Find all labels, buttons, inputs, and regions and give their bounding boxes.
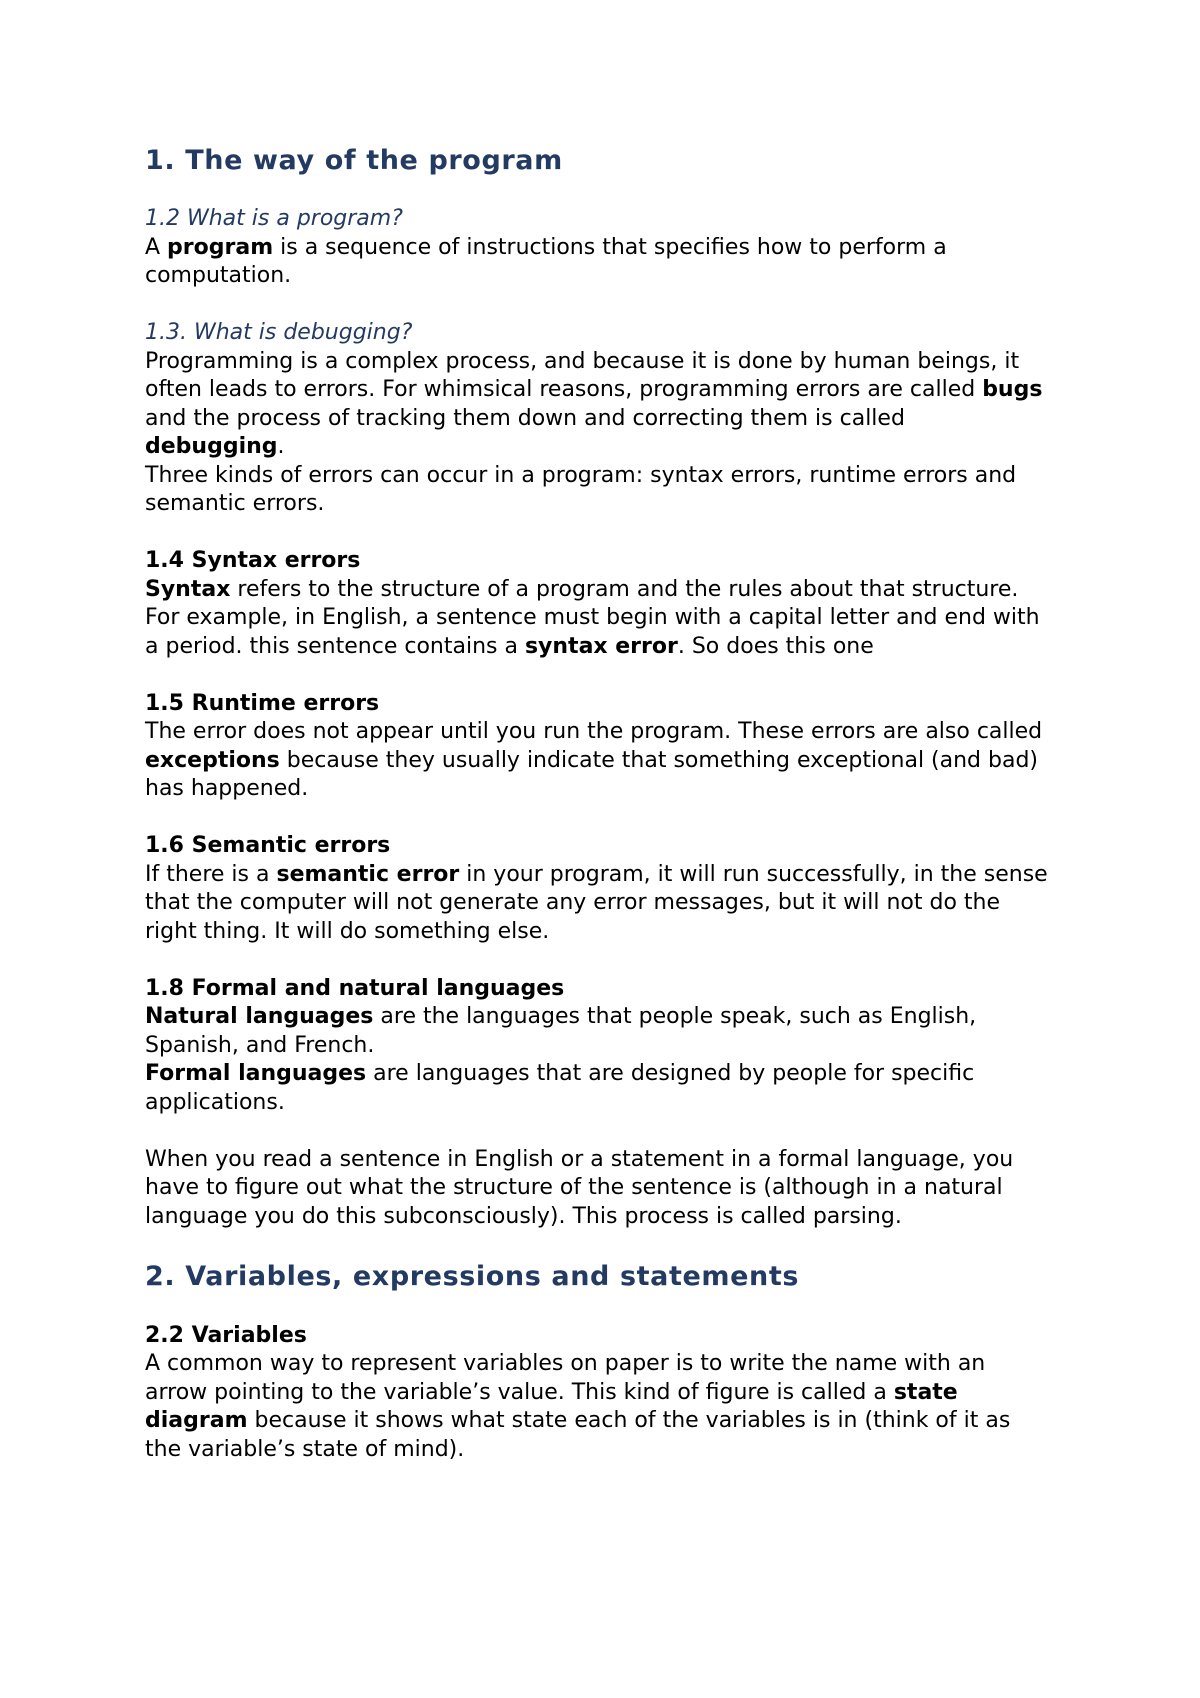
subsection-1-6-heading: 1.6 Semantic errors xyxy=(145,833,391,859)
subsection-1-2-paragraph: A program is a sequence of instructions that specifies how to perform a computation. xyxy=(145,234,947,289)
subsection-2-2-heading: 2.2 Variables xyxy=(145,1322,307,1348)
section-2-title: 2. Variables, expressions and statements xyxy=(145,1261,800,1293)
subsection-1-2-heading: 1.2 What is a program? xyxy=(145,206,403,232)
term-semantic-error: semantic error xyxy=(276,861,460,887)
term-syntax-error: syntax error xyxy=(524,633,678,659)
term-program: program xyxy=(167,234,274,260)
subsection-1-5-heading: 1.5 Runtime errors xyxy=(145,690,380,716)
subsection-1-3-paragraph-2: Three kinds of errors can occur in a program: syntax errors, runtime errors and semantic errors. xyxy=(145,462,1017,517)
term-natural-languages: Natural languages xyxy=(145,1004,374,1030)
subsection-2-2-paragraph: A common way to represent variables on paper is to write the name with an arrow pointing to the variable’s value. This kind of figure is called a state diagram because it shows what state each of the variables is in (think of it as the variable’s state of mind). xyxy=(145,1351,1011,1462)
subsection-1-8-paragraph-3: When you read a sentence in English or a statement in a formal language, you have to figure out what the structure of the sentence is (although in a natural language you do this subconsciously). This process is called parsing. xyxy=(145,1146,1014,1229)
subsection-1-4-heading: 1.4 Syntax errors xyxy=(145,548,361,574)
term-syntax: Syntax xyxy=(145,576,231,602)
term-exceptions: exceptions xyxy=(145,747,280,773)
subsection-1-3-paragraph: Programming is a complex process, and because it is done by human beings, it often leads to errors. For whimsical reasons, programming errors are called bugs and the process of tracking them down and correcting them is called debugging. xyxy=(145,348,1043,460)
section-1-title: 1. The way of the program xyxy=(145,145,563,176)
term-state-diagram: state diagram xyxy=(145,1379,958,1434)
subsection-1-4-paragraph: Syntax refers to the structure of a program and the rules about that structure. For example, in English, a sentence must begin with a capital letter and end with a period. this sentence contains a syntax error. So does this one xyxy=(145,576,1040,659)
subsection-1-8-paragraph-2: Formal languages are languages that are designed by people for specific applications. xyxy=(145,1061,975,1115)
subsection-1-8-paragraph: Natural languages are the languages that people speak, such as English, Spanish, and French. xyxy=(145,1004,977,1058)
subsection-1-8-heading: 1.8 Formal and natural languages xyxy=(145,975,565,1001)
subsection-1-6-paragraph: If there is a semantic error in your program, it will run successfully, in the sense that the computer will not generate any error messages, but it will not do the right thing. It will do something else. xyxy=(145,861,1048,944)
subsection-1-3-heading: 1.3. What is debugging? xyxy=(145,320,413,346)
term-debugging: debugging xyxy=(145,434,278,460)
term-formal-languages: Formal languages xyxy=(145,1061,367,1087)
term-bugs: bugs xyxy=(982,377,1043,403)
subsection-1-5-paragraph: The error does not appear until you run the program. These errors are also called exceptions because they usually indicate that something exceptional (and bad) has happened. xyxy=(145,719,1043,802)
